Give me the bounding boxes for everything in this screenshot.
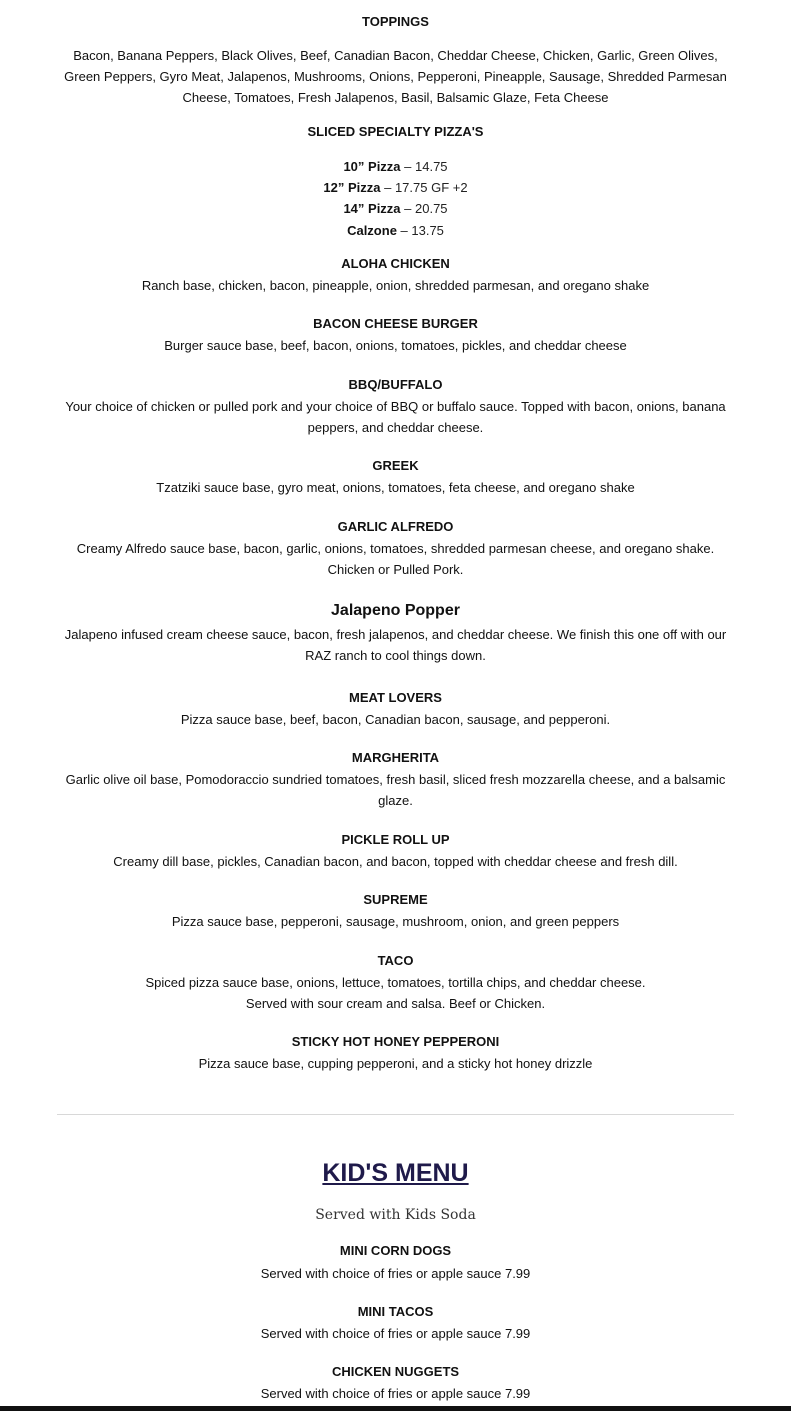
- item-title-greek: GREEK: [372, 458, 419, 473]
- item-title-mini-tacos: MINI TACOS: [357, 1304, 434, 1319]
- item-desc-supreme: Pizza sauce base, pepperoni, sausage, mushroom, onion, and green peppers: [171, 914, 620, 929]
- specialty-title: SLICED SPECIALTY PIZZA'S: [307, 124, 484, 139]
- toppings-title: TOPPINGS: [362, 14, 429, 29]
- item-desc-taco-2: Served with sour cream and salsa. Beef or Chicken.: [245, 996, 546, 1011]
- item-desc-chicken-nuggets: Served with choice of fries or apple sauce 7.99: [260, 1386, 531, 1401]
- item-title-bacon-cheese-burger: BACON CHEESE BURGER: [313, 316, 478, 331]
- item-title-taco: TACO: [377, 953, 414, 968]
- item-desc-bacon-cheese-burger: Burger sauce base, beef, bacon, onions, tomatoes, pickles, and cheddar cheese: [164, 338, 627, 353]
- section-divider: [57, 1114, 734, 1115]
- item-title-bbq-buffalo: BBQ/BUFFALO: [348, 377, 443, 392]
- price-value: – 17.75 GF +2: [380, 180, 468, 195]
- item-desc-bbq-buffalo: Your choice of chicken or pulled pork and your choice of BBQ or buffalo sauce. Topped with bacon, onions, banana peppers, and cheddar cheese.: [65, 399, 726, 435]
- item-title-aloha-chicken: ALOHA CHICKEN: [341, 256, 450, 271]
- price-value: – 20.75: [400, 201, 448, 216]
- item-title-mini-corn-dogs: MINI CORN DOGS: [339, 1243, 452, 1258]
- item-title-supreme: SUPREME: [363, 892, 428, 907]
- item-title-garlic-alfredo: GARLIC ALFREDO: [337, 519, 454, 534]
- price-value: – 13.75: [396, 223, 444, 238]
- bottom-bar: [0, 1406, 791, 1411]
- item-desc-margherita: Garlic olive oil base, Pomodoraccio sundried tomatoes, fresh basil, sliced fresh mozzarella cheese, and a balsamic glaze.: [65, 772, 726, 808]
- item-desc-meat-lovers: Pizza sauce base, beef, bacon, Canadian bacon, sausage, and pepperoni.: [180, 712, 611, 727]
- price-size: Calzone: [347, 223, 397, 238]
- item-title-margherita: MARGHERITA: [351, 750, 440, 765]
- price-10-inch: [0, 159, 791, 175]
- price-value: – 14.75: [400, 159, 448, 174]
- toppings-list: Bacon, Banana Peppers, Black Olives, Beef, Canadian Bacon, Cheddar Cheese, Chicken, Garlic, Green Olives, Green Peppers, Gyro Meat, Jalapenos, Mushrooms, Onions, Pepperoni, Pineapple, Sausage, Shredded Parmesan Cheese, Tomatoes, Fresh Jalapenos, Basil, Balsamic Glaze, Feta Cheese: [64, 48, 727, 105]
- kids-menu-subtitle: Served with Kids Soda: [315, 1207, 476, 1223]
- price-size: 10” Pizza: [343, 159, 401, 174]
- item-title-meat-lovers: MEAT LOVERS: [349, 690, 442, 705]
- kids-menu-title: KID'S MENU: [322, 1159, 469, 1187]
- item-title-pickle-roll-up: PICKLE ROLL UP: [341, 832, 450, 847]
- price-12-inch: [0, 180, 791, 196]
- price-calzone: [0, 223, 791, 239]
- item-desc-pickle-roll-up: Creamy dill base, pickles, Canadian bacon, and bacon, topped with cheddar cheese and fresh dill.: [113, 854, 678, 869]
- item-desc-aloha-chicken: Ranch base, chicken, bacon, pineapple, onion, shredded parmesan, and oregano shake: [141, 278, 650, 293]
- item-desc-sticky-hot-honey-pepperoni: Pizza sauce base, cupping pepperoni, and a sticky hot honey drizzle: [198, 1056, 593, 1071]
- item-desc-garlic-alfredo: Creamy Alfredo sauce base, bacon, garlic, onions, tomatoes, shredded parmesan cheese, and oregano shake. Chicken or Pulled Pork.: [76, 541, 715, 577]
- item-title-sticky-hot-honey-pepperoni: STICKY HOT HONEY PEPPERONI: [291, 1034, 500, 1049]
- item-title-jalapeno-popper: Jalapeno Popper: [331, 602, 460, 619]
- item-desc-mini-corn-dogs: Served with choice of fries or apple sauce 7.99: [260, 1266, 531, 1281]
- item-desc-jalapeno-popper: Jalapeno infused cream cheese sauce, bacon, fresh jalapenos, and cheddar cheese. We finish this one off with our RAZ ranch to cool things down.: [64, 627, 727, 663]
- price-14-inch: [0, 201, 791, 217]
- item-desc-mini-tacos: Served with choice of fries or apple sauce 7.99: [260, 1326, 531, 1341]
- item-title-chicken-nuggets: CHICKEN NUGGETS: [331, 1364, 460, 1379]
- item-desc-greek: Tzatziki sauce base, gyro meat, onions, tomatoes, feta cheese, and oregano shake: [156, 480, 635, 495]
- price-size: 12” Pizza: [323, 180, 381, 195]
- item-desc-taco: Spiced pizza sauce base, onions, lettuce, tomatoes, tortilla chips, and cheddar cheese.: [145, 975, 646, 990]
- price-size: 14” Pizza: [343, 201, 401, 216]
